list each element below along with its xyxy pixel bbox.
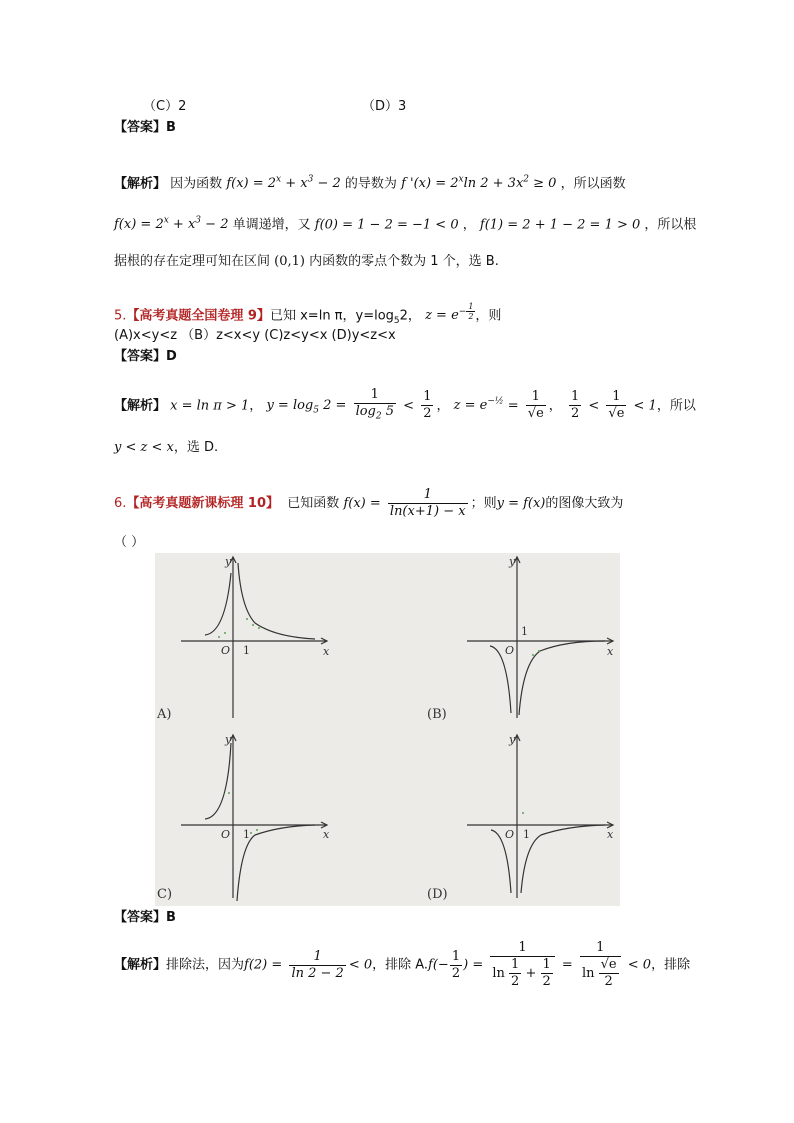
panel-b-one: 1 [521,625,528,638]
formula-y: y = f(x) [496,496,546,511]
panel-b-y-label: y [509,555,516,568]
q6-stem [114,487,623,521]
panel-c-label: C) [157,887,173,902]
formula-fprime: f '$(x) = 2^x\ln$ $2 + 3x^2 \ge 0$ [401,175,557,192]
panel-d-label: (D) [427,887,448,902]
text: ，所以根 [644,217,697,233]
panel-a-y-label: y [225,555,232,568]
fraction-sqrt-e: $\frac{1}{√e}$ [527,389,544,422]
panel-c-origin: O [221,828,231,841]
graph-options-image [155,553,620,906]
formula-f2: $f(x) = 2^x + x^3 - 2$ [114,216,229,233]
formula-f: $f(x) = 2^x + x^3 - 2$ [226,175,341,192]
q6-paren: （ ） [114,535,145,550]
fraction-f: $\frac{1}{\ln(x+1) - x}$ [389,487,466,519]
text: 已知函数 [287,496,340,511]
text: ；则 [470,496,497,511]
text: ，所以函数 [560,176,626,192]
option-c: （C）2 [143,99,187,114]
panel-a-curve-left [205,573,231,635]
fraction-ln-sqrt-e: 1 ln $\frac{√e}{2}$ [580,940,621,990]
panel-c-x-label: x [323,828,330,841]
q5-analysis-line1: 【解析】 x = ln π > 1， $y = \log_5 2$ = $\frac{1}{\log_2 5}$ < $\frac{1}{2}$ ， $z = e^{-\frac{1}{2}}$ = $\frac{1}{√e}$ ， $\frac{1}{2}$ < $\frac{1}{√e}$ < 1，所以 [114,385,696,428]
text: ， [462,217,476,233]
q5-analysis-line2 [114,438,218,458]
formula-f: f(x) = [343,496,381,511]
fraction-f-neg-half: 1 ln $\frac{1}{2}$ + $\frac{1}{2}$ [490,940,554,990]
subscript: 5 [393,315,400,326]
panel-c-curve-left [205,743,231,819]
analysis-label: 【解析】 [114,398,167,414]
fraction-f2: $\frac{1}{\ln 2 - 2}$ [291,948,344,981]
text: 因为函数 [170,176,223,192]
panel-c-y-label: y [225,733,232,746]
conclusion: y < z < x [114,440,174,455]
panel-d-one: 1 [523,828,530,841]
text: 已知 x=ln π，y=log [269,308,394,324]
fraction: $\frac{1}{\log_2 5}$ [354,387,396,425]
fraction-sqrt-e2: $\frac{1}{√e}$ [608,389,625,422]
q4-analysis-line3 [114,252,499,272]
question-tag: 【高考真题新课标理 10】 [126,496,280,511]
panel-a-curve-right [238,563,315,639]
panel-b-x-label: x [607,645,614,658]
panel-b-origin: O [505,644,515,657]
panel-c-one: 1 [243,828,250,841]
question-number: 6. [114,496,127,511]
answer-q5: 【答案】D [114,349,177,364]
q5-options: (A)x<y<z （B）z<x<y (C)z<y<x (D)y<z<x [114,328,396,343]
panel-d-curve-right [521,825,605,893]
text: 单调递增，又 [232,217,311,233]
q6-analysis-line1: 【解析】排除法，因为f(2) = $\frac{1}{\ln 2 - 2}$ < 0，排除 A.f(− $\frac{1}{2}$ ) = 1 ln $\frac{1}{2}$ + $\frac{1}{2}$ = 1 ln $\frac{√e}{2}$ < 0，排除 [114,940,691,989]
text: 排除法，因为 [166,957,245,973]
answer-q4: 【答案】B [114,120,176,135]
text: ，选 D. [173,440,219,455]
text: 据根的存在定理可知在区间 [114,254,271,269]
fraction-half2: $\frac{1}{2}$ [570,389,580,422]
q4-analysis-line2 [114,211,696,235]
text: 内函数的零点个数为 1 个，选 B. [309,254,499,269]
formula-z: $z = e^{- \frac{1}{2}}$ [425,302,474,324]
formula-f1: f(1) = 2 + 1 − 2 = 1 > 0 [479,217,641,233]
q4-analysis-line1 [114,170,626,194]
panel-a-label: A) [157,707,172,722]
panel-b-label: (B) [427,707,447,722]
option-d: （D）3 [362,99,407,114]
formula-z2: $z = e^{-\frac{1}{2}}$ [453,397,504,414]
panel-a-one: 1 [243,644,250,657]
text: ，排除 A. [372,957,429,973]
text: 的图像大致为 [545,496,624,511]
analysis-label: 【解析】 [114,176,167,192]
fraction-half: $\frac{1}{2}$ [423,389,432,422]
question-number: 5. [114,308,127,324]
panel-a-origin: O [221,644,231,657]
text: ，则 [475,308,502,324]
panel-a-x-label: x [323,645,330,658]
question-tag: 【高考真题全国卷理 9】 [126,308,270,324]
panel-b-curve-right [519,641,605,715]
interval: (0,1) [274,254,305,269]
text: 的导数为 [344,176,397,192]
panel-d-origin: O [505,828,515,841]
panel-d-y-label: y [509,733,516,746]
text: ，排除 [651,957,691,973]
text: 2， [399,308,421,324]
formula: x = ln π > 1 [170,398,250,414]
answer-q6: 【答案】B [114,910,176,925]
panel-d-x-label: x [607,828,614,841]
formula-f0: f(0) = 1 − 2 = −1 < 0 [314,217,459,233]
analysis-label: 【解析】 [114,957,167,973]
